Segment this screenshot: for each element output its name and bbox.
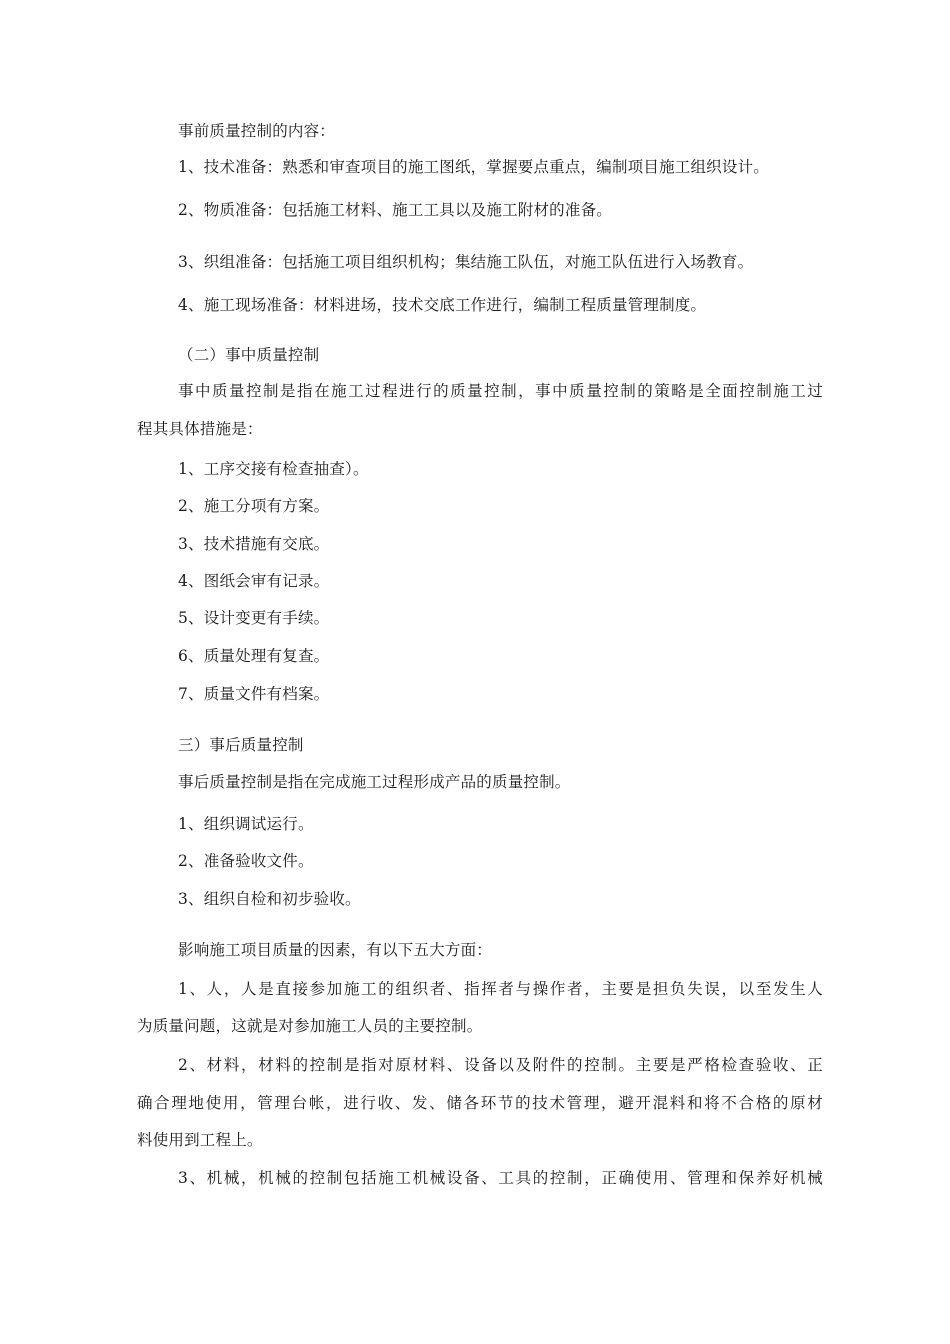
list-item: 3、技术措施有交底。 [178,535,330,553]
paragraph-line: 1、技术准备：熟悉和审查项目的施工图纸，掌握要点重点，编制项目施工组织设计。 [178,158,769,176]
paragraph-line: 料使用到工程上。 [137,1131,263,1149]
list-item: 2、施工分项有方案。 [178,497,330,515]
list-item: 1、工序交接有检查抽查）。 [178,460,369,478]
paragraph-line: 1、人，人是直接参加施工的组织者、指挥者与操作者，主要是担负失误，以至发生人 [178,980,823,998]
paragraph-line: 4、施工现场准备：材料进场，技术交底工作进行，编制工程质量管理制度。 [178,296,707,314]
list-item: 2、准备验收文件。 [178,852,314,870]
list-item: 5、设计变更有手续。 [178,609,330,627]
paragraph-line: 3、织组准备：包括施工项目组织机构；集结施工队伍，对施工队伍进行入场教育。 [178,253,754,271]
paragraph-line: 影响施工项目质量的因素，有以下五大方面： [178,941,493,959]
paragraph-line: 2、材料，材料的控制是指对原材料、设备以及附件的控制。主要是严格检查验收、正 [178,1056,823,1074]
section-heading: （二）事中质量控制 [178,346,320,364]
paragraph-line: 事前质量控制的内容： [178,122,336,140]
list-item: 1、组织调试运行。 [178,815,314,833]
paragraph-line: 确合理地使用，管理台帐，进行收、发、储各环节的技术管理，避开混料和将不合格的原材 [137,1094,823,1112]
list-item: 7、质量文件有档案。 [178,685,330,703]
paragraph-line: 3、机械，机械的控制包括施工机械设备、工具的控制，正确使用、管理和保养好机械 [178,1169,823,1187]
paragraph-line: 程其具体措施是： [137,420,263,438]
paragraph-line: 2、物质准备：包括施工材料、施工工具以及施工附材的准备。 [178,201,612,219]
section-heading: 三）事后质量控制 [178,736,304,754]
list-item: 6、质量处理有复查。 [178,647,330,665]
paragraph-line: 为质量问题，这就是对参加施工人员的主要控制。 [137,1017,483,1035]
paragraph-line: 事后质量控制是指在完成施工过程形成产品的质量控制。 [178,773,571,791]
list-item: 4、图纸会审有记录。 [178,572,330,590]
list-item: 3、组织自检和初步验收。 [178,890,361,908]
paragraph-line: 事中质量控制是指在施工过程进行的质量控制，事中质量控制的策略是全面控制施工过 [178,382,823,400]
